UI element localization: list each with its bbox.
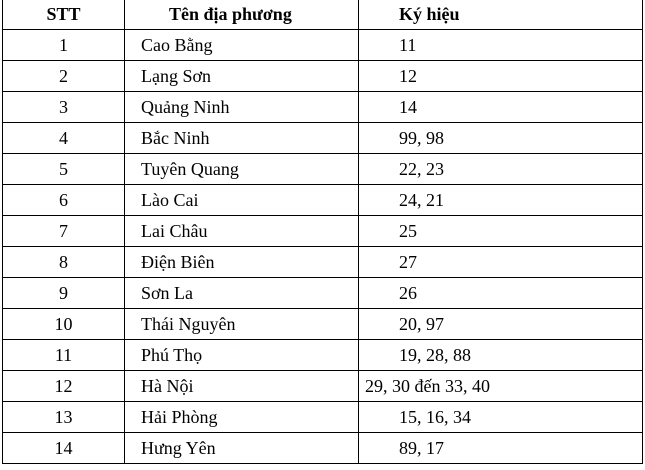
table-body: [3, 30, 643, 464]
table-row: [3, 402, 643, 433]
cell-stt: 14: [3, 433, 125, 464]
cell-stt: 9: [3, 278, 125, 309]
cell-locality-name: Cao Bằng: [125, 30, 359, 61]
cell-stt: 13: [3, 402, 125, 433]
table-row: [3, 30, 643, 61]
table-row: [3, 61, 643, 92]
cell-code: 24, 21: [359, 185, 643, 216]
cell-locality-name: Bắc Ninh: [125, 123, 359, 154]
cell-stt: 11: [3, 340, 125, 371]
table-row: [3, 154, 643, 185]
cell-stt: 1: [3, 30, 125, 61]
cell-stt: 4: [3, 123, 125, 154]
cell-stt: 12: [3, 371, 125, 402]
cell-code: 19, 28, 88: [359, 340, 643, 371]
cell-code: 22, 23: [359, 154, 643, 185]
table-row: [3, 309, 643, 340]
header-code: Ký hiệu: [359, 0, 643, 30]
license-plate-code-table: [2, 0, 643, 464]
cell-stt: 3: [3, 92, 125, 123]
cell-locality-name: Hà Nội: [125, 371, 359, 402]
table-row: [3, 185, 643, 216]
cell-code: 11: [359, 30, 643, 61]
cell-stt: 6: [3, 185, 125, 216]
header-locality-name: Tên địa phương: [125, 0, 359, 30]
cell-code: 99, 98: [359, 123, 643, 154]
cell-locality-name: Quảng Ninh: [125, 92, 359, 123]
cell-stt: 2: [3, 61, 125, 92]
cell-locality-name: Phú Thọ: [125, 340, 359, 371]
cell-stt: 8: [3, 247, 125, 278]
table-row: [3, 92, 643, 123]
table-header-row: [3, 0, 643, 30]
cell-code: 25: [359, 216, 643, 247]
cell-code: 89, 17: [359, 433, 643, 464]
cell-locality-name: Hải Phòng: [125, 402, 359, 433]
cell-locality-name: Lạng Sơn: [125, 61, 359, 92]
table-row: [3, 278, 643, 309]
table-row: [3, 216, 643, 247]
cell-code: 26: [359, 278, 643, 309]
cell-code: 15, 16, 34: [359, 402, 643, 433]
table-row: [3, 433, 643, 464]
cell-locality-name: Thái Nguyên: [125, 309, 359, 340]
cell-locality-name: Tuyên Quang: [125, 154, 359, 185]
cell-code: 29, 30 đến 33, 40: [359, 371, 643, 402]
cell-locality-name: Sơn La: [125, 278, 359, 309]
cell-stt: 7: [3, 216, 125, 247]
cell-code: 14: [359, 92, 643, 123]
cell-stt: 10: [3, 309, 125, 340]
cell-code: 12: [359, 61, 643, 92]
cell-stt: 5: [3, 154, 125, 185]
cell-locality-name: Hưng Yên: [125, 433, 359, 464]
table-row: [3, 247, 643, 278]
cell-code: 20, 97: [359, 309, 643, 340]
cell-locality-name: Điện Biên: [125, 247, 359, 278]
table-row: [3, 371, 643, 402]
table-row: [3, 123, 643, 154]
cell-locality-name: Lai Châu: [125, 216, 359, 247]
table-row: [3, 340, 643, 371]
cell-locality-name: Lào Cai: [125, 185, 359, 216]
header-stt: STT: [3, 0, 125, 30]
cell-code: 27: [359, 247, 643, 278]
